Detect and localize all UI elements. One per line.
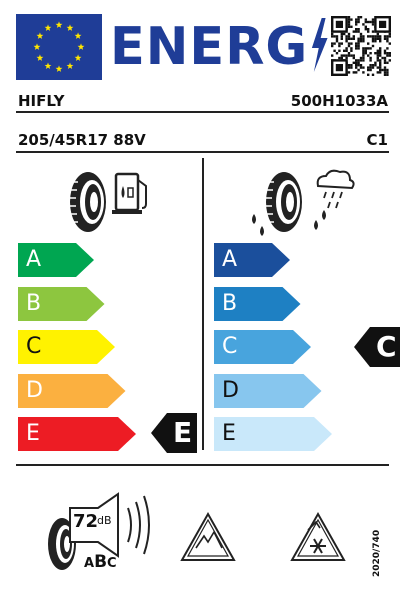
divider xyxy=(16,464,389,466)
eu-star-icon xyxy=(67,24,74,31)
wet-bar-a xyxy=(214,243,292,277)
tyre-size: 205/45R17 88V xyxy=(18,131,146,149)
noise-value: 72 xyxy=(73,511,99,532)
divider xyxy=(16,151,389,153)
wet-bar-e xyxy=(214,417,334,451)
mountain-snowflake-icon xyxy=(290,510,346,562)
noise-class-a: A xyxy=(84,556,95,571)
eu-star-icon xyxy=(56,65,63,72)
model-identifier: 500H1033A xyxy=(290,92,388,110)
column-divider xyxy=(202,158,204,450)
fuel-bar-label: C xyxy=(26,334,42,359)
eu-star-icon xyxy=(34,43,41,50)
fuel-bar-label: B xyxy=(26,290,42,316)
eu-star-icon xyxy=(78,43,85,50)
wet-grip-rating-letter: C xyxy=(376,330,397,363)
eu-star-icon xyxy=(75,32,82,39)
eu-star-icon xyxy=(37,32,44,39)
fuel-bar-label: A xyxy=(26,247,42,272)
noise-class-b: B xyxy=(94,552,108,572)
energy-title-text: ENERG xyxy=(110,17,309,77)
wet-bar-c xyxy=(214,330,313,364)
noise-unit: dB xyxy=(97,514,112,527)
qr-code-icon[interactable] xyxy=(330,12,392,80)
wet-bar-label: E xyxy=(222,421,236,446)
regulation-number: 2020/740 xyxy=(372,529,382,577)
fuel-bar-label: E xyxy=(26,421,40,446)
eu-star-icon xyxy=(45,24,52,31)
fuel-bar-label: D xyxy=(26,377,43,403)
energy-bolt-icon xyxy=(308,14,330,92)
wet-bar-b xyxy=(214,287,303,321)
eu-star-icon xyxy=(75,54,82,61)
fuel-rating-marker xyxy=(151,413,197,453)
rain-cloud-icon xyxy=(244,164,358,238)
mountain-icon xyxy=(180,510,236,562)
energy-label-title xyxy=(110,14,330,80)
eu-star-icon xyxy=(37,54,44,61)
noise-class-c: C xyxy=(107,556,117,571)
fuel-bar-e xyxy=(18,417,138,451)
fuel-bar-b xyxy=(18,287,107,321)
tyre-class: C1 xyxy=(366,131,388,149)
divider xyxy=(16,111,389,113)
supplier-name: HIFLY xyxy=(18,92,65,110)
wet-grip-rating-marker xyxy=(354,327,400,367)
fuel-bar-c xyxy=(18,330,117,364)
wet-bar-label: A xyxy=(222,247,238,272)
eu-flag-icon xyxy=(16,14,102,80)
fuel-bar-d xyxy=(18,374,128,408)
eu-star-icon xyxy=(56,21,63,28)
wet-bar-label: C xyxy=(222,334,238,359)
eu-star-icon xyxy=(67,62,74,69)
fuel-bar-a xyxy=(18,243,96,277)
eu-star-icon xyxy=(45,62,52,69)
noise-class-scale xyxy=(84,552,117,572)
wet-bar-label: D xyxy=(222,377,239,403)
fuel-rating-letter: E xyxy=(173,416,193,449)
wet-bar-label: B xyxy=(222,290,238,316)
wet-bar-d xyxy=(214,374,324,408)
fuel-pump-icon xyxy=(62,168,152,234)
